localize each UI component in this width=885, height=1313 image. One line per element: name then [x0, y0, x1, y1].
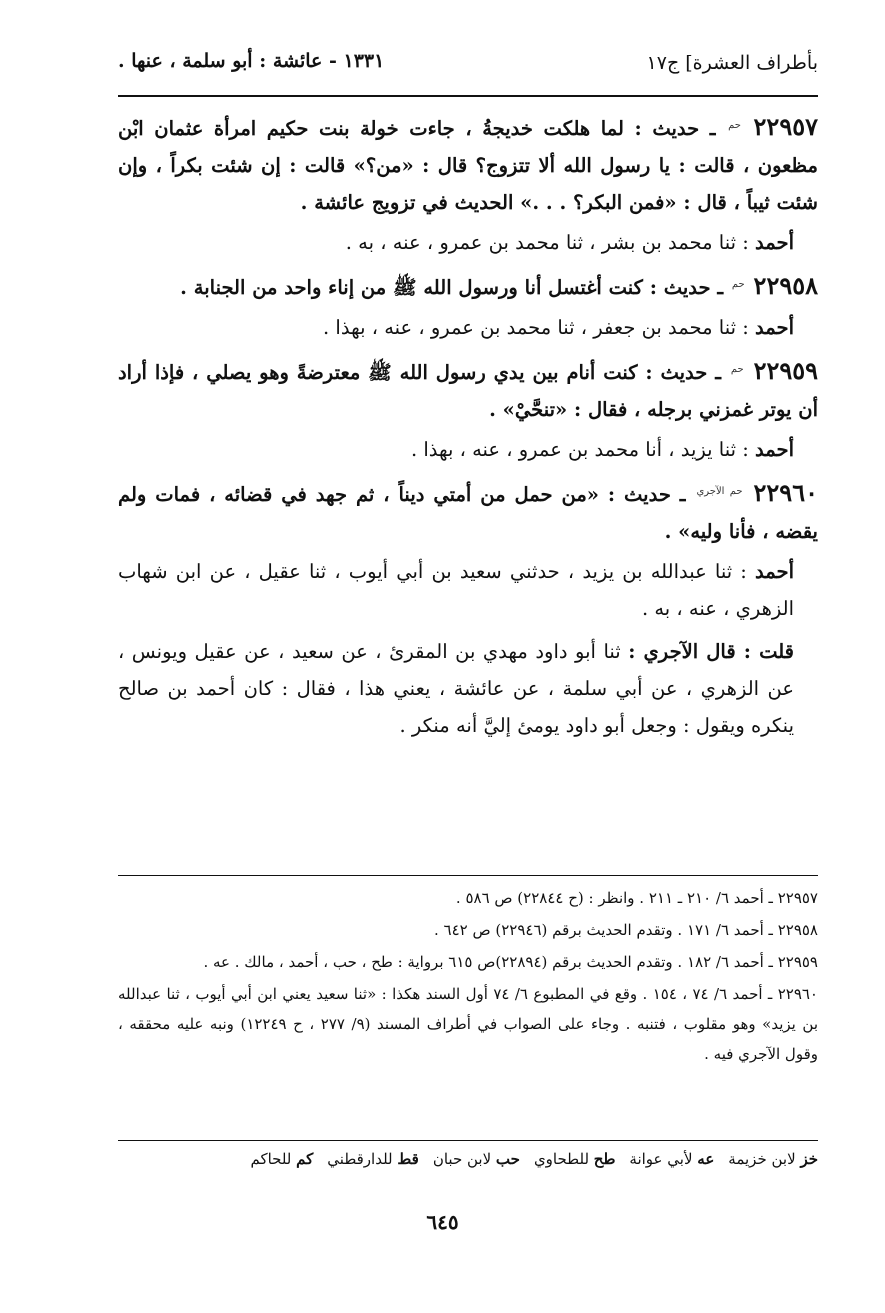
hadith-text: ـ حديث : كنت أنام بين يدي رسول الله ﷺ معترضةً وهو يصلي ، فإذا أراد أن يوتر غمزني برجله ، فقال : «تنحَّيْ» .	[118, 361, 818, 421]
header-section-title: ١٣٣١ - عائشة : أبو سلمة ، عنها .	[118, 50, 385, 72]
hadith-number: ٢٢٩٥٩	[753, 356, 819, 385]
abbreviation-key	[118, 1150, 818, 1168]
chain-text: : ثنا محمد بن بشر ، ثنا محمد بن عمرو ، عنه ، به .	[345, 231, 749, 254]
footnote: ٢٢٩٥٨ ـ أحمد ٦/ ١٧١ . وتقدم الحديث برقم (٢٢٩٤٦) ص ٦٤٢ .	[433, 921, 818, 939]
editor-note	[118, 633, 818, 744]
source-marker: حم	[731, 278, 745, 290]
hadith-text: ـ حديث : كنت أغتسل أنا ورسول الله ﷺ من إناء واحد من الجنابة .	[180, 276, 724, 299]
header-book-title: بأطراف العشرة] ج١٧	[646, 52, 818, 74]
hadith-text: ـ حديث : لما هلكت خديجةُ ، جاءت خولة بنت حكيم امرأة عثمان ابْن مظعون ، قالت : يا رسول الله ألا تتزوج؟ قال : «من؟» قالت : إن شئت بكراً ، وإن شئت ثيباً ، قال : «فمن البكر؟ . . .» الحديث في تزويج عائشة .	[118, 117, 818, 214]
isnad-chain	[118, 224, 818, 261]
hadith-entry	[118, 267, 818, 346]
footnote-rule	[118, 875, 818, 876]
main-text	[118, 108, 818, 750]
page-number: ٦٤٥	[426, 1210, 459, 1234]
isnad-chain	[118, 431, 818, 468]
editor-note-text: ثنا أبو داود مهدي بن المقرئ ، عن سعيد ، عن عقيل ويونس ، عن الزهري ، عن أبي سلمة ، عن عائشة ، يعني هذا ، فقال : كان أحمد بن صالح ينكره ويقول : وجعل أبو داود يومئ إليَّ أنه منكر .	[118, 640, 794, 737]
chain-lead: أحمد	[755, 316, 794, 339]
isnad-chain	[118, 553, 818, 627]
footnote: ٢٢٩٥٧ ـ أحمد ٦/ ٢١٠ ـ ٢١١ . وانظر : (ح ٢٢٨٤٤) ص ٥٨٦ .	[455, 889, 818, 907]
abbreviation-item: طح للطحاوي	[533, 1150, 616, 1168]
chain-lead: أحمد	[755, 560, 794, 583]
header-rule	[118, 95, 818, 97]
source-marker: حم الآجري	[696, 485, 743, 497]
hadith-text: ـ حديث : «من حمل من أمتي ديناً ، ثم جهد في قضائه ، فمات ولم يقضه ، فأنا وليه» .	[118, 483, 818, 543]
hadith-entry	[118, 108, 818, 261]
source-marker: حم	[728, 119, 741, 131]
footnote: ٢٢٩٦٠ ـ أحمد ٦/ ٧٤ ، ١٥٤ . وقع في المطبوع ٦/ ٧٤ أول السند هكذا : «ثنا سعيد يعني ابن أبي أيوب ، ثنا عبدالله بن يزيد» وهو مقلوب ، فتنبه . وجاء على الصواب في أطراف المسند (٩/ ٢٧٧ ، ح ١٢٢٤٩) ونبه عليه محققه ، وقول الآجري فيه .	[118, 985, 818, 1063]
abbreviation-item: خز لابن خزيمة	[728, 1150, 818, 1168]
chain-lead: أحمد	[755, 438, 794, 461]
abbreviations-rule	[118, 1140, 818, 1141]
chain-lead: أحمد	[755, 231, 794, 254]
chain-text: : ثنا يزيد ، أنا محمد بن عمرو ، عنه ، بهذا .	[410, 438, 749, 461]
isnad-chain	[118, 309, 818, 346]
chain-text: : ثنا محمد بن جعفر ، ثنا محمد بن عمرو ، عنه ، بهذا .	[323, 316, 749, 339]
footnotes	[118, 883, 818, 1071]
running-header	[118, 40, 818, 90]
abbreviation-item: عه لأبي عوانة	[629, 1150, 715, 1168]
hadith-number: ٢٢٩٦٠	[753, 478, 818, 507]
hadith-number: ٢٢٩٥٨	[753, 271, 818, 300]
abbreviation-item: حب لابن حبان	[432, 1150, 520, 1168]
footnote: ٢٢٩٥٩ ـ أحمد ٦/ ١٨٢ . وتقدم الحديث برقم (٢٢٨٩٤)ص ٦١٥ برواية : طح ، حب ، أحمد ، مالك . عه .	[203, 953, 818, 971]
hadith-entry	[118, 474, 818, 627]
source-marker: حم	[730, 363, 744, 375]
abbreviation-item: كم للحاكم	[250, 1150, 314, 1168]
abbreviation-item: قط للدارقطني	[327, 1150, 419, 1168]
hadith-number: ٢٢٩٥٧	[753, 112, 818, 141]
editor-note-lead: قلت : قال الآجري :	[628, 640, 794, 663]
hadith-entry	[118, 352, 818, 468]
chain-text: : ثنا عبدالله بن يزيد ، حدثني سعيد بن أبي أيوب ، ثنا عقيل ، عن ابن شهاب الزهري ، عنه ، به .	[118, 560, 794, 620]
